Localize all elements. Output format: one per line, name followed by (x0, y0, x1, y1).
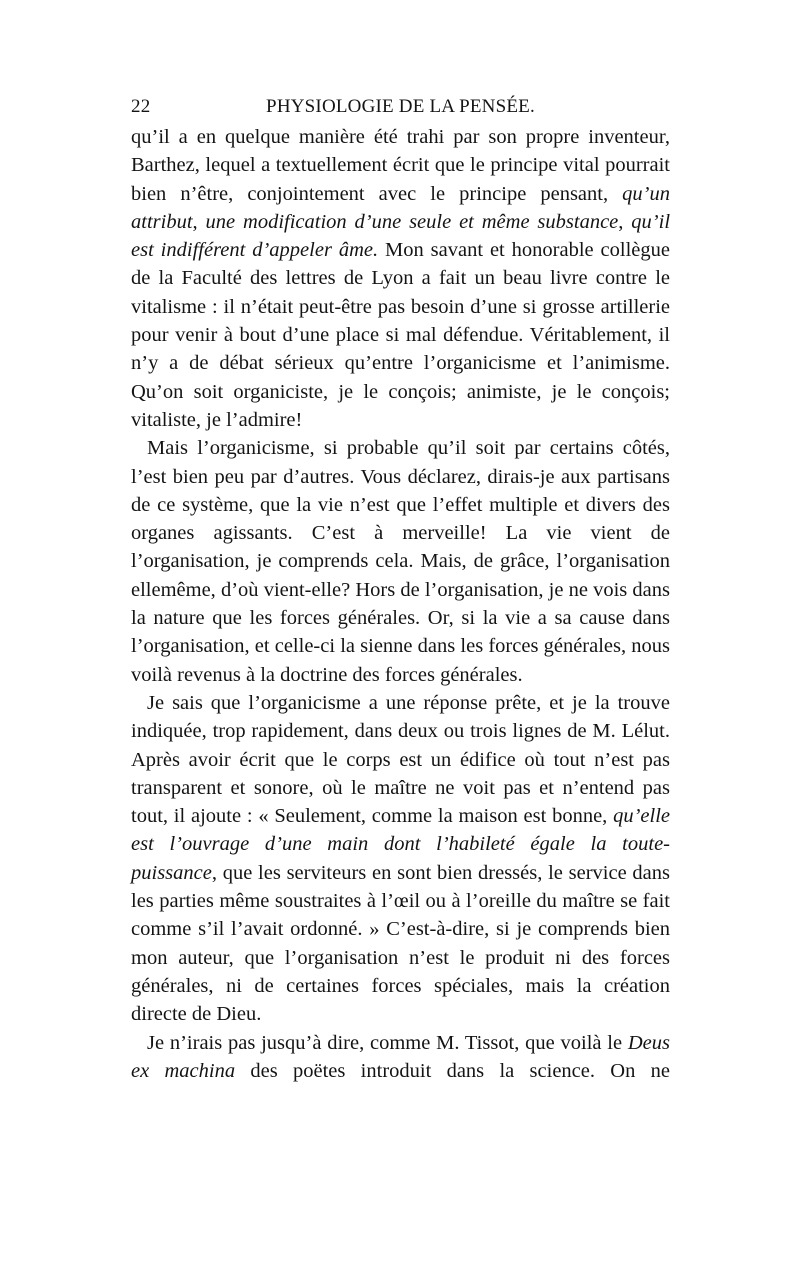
paragraph-2: Mais l’organicisme, si probable qu’il soit par certains côtés, l’est bien peu par d’autres. Vous déclarez, dirais-je aux partisans de ce système, que la vie n’est que l’effet multiple et divers des organes agissants. C’est à merveille! La vie vient de l’organisation, je comprends cela. Mais, de grâce, l’organisation ellemême, d’où vient-elle? Hors de l’organisation, je ne vois dans la nature que les forces générales. Or, si la vie a sa cause dans l’organisation, et celle-ci la sienne dans les forces générales, nous voilà revenus à la doctrine des forces générales. (131, 437, 670, 686)
page-number: 22 (131, 96, 151, 117)
paragraph-4: Je n’irais pas jusqu’à dire, comme M. Tissot, que voilà le Deus ex machina des poëtes introduit dans la science. On ne (131, 1031, 670, 1082)
body-text (131, 123, 670, 1085)
paragraph-3: Je sais que l’organicisme a une réponse prête, et je la trouve indiquée, trop rapidement, dans deux ou trois lignes de M. Lélut. Après avoir écrit que le corps est un édifice où tout n’est pas transparent et sonore, où le maître ne voit pas et n’entend pas tout, il ajoute : « Seulement, comme la maison est bonne, qu’elle est l’ouvrage d’une main dont l’habileté égale la toute-puissance, que les serviteurs en sont bien dressés, le service dans les parties même soustraites à l’œil ou à l’oreille du maître se fait comme s’il l’avait ordonné. » C’est-à-dire, si je comprends bien mon auteur, que l’organisation n’est le produit ni des forces générales, ni de certaines forces spéciales, mais la création directe de Dieu. (131, 691, 670, 1026)
running-title: PHYSIOLOGIE DE LA PENSÉE. (266, 96, 535, 117)
page-header (131, 96, 670, 126)
paragraph-1: qu’il a en quelque manière été trahi par son propre inventeur, Barthez, lequel a textuellement écrit que le principe vital pourrait bien n’être, conjointement avec le principe pensant, qu’un attribut, une modification d’une seule et même substance, qu’il est indifférent d’appeler âme. Mon savant et honorable collègue de la Faculté des lettres de Lyon a fait un beau livre contre le vitalisme : il n’était peut-être pas besoin d’une si grosse artillerie pour venir à bout d’une place si mal défendue. Véritablement, il n’y a de débat sérieux qu’entre l’organicisme et l’animisme. Qu’on soit organiciste, je le conçois; animiste, je le conçois; vitaliste, je l’admire! (131, 126, 671, 431)
